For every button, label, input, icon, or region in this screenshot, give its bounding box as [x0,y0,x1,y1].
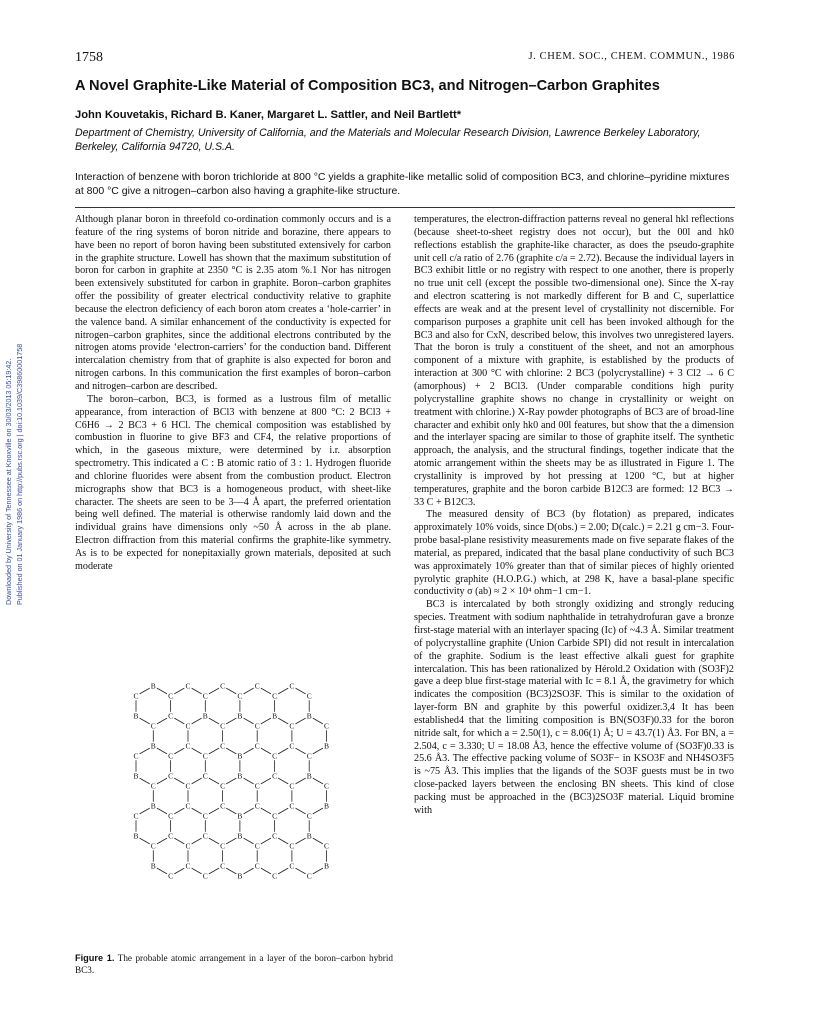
boron-atom-label: B [306,831,312,841]
carbon-atom-label: C [168,751,174,761]
lattice-bond [192,838,202,844]
lattice-bond [261,808,271,814]
lattice-bond [244,808,254,814]
carbon-atom-label: C [185,781,191,791]
carbon-atom-label: C [220,681,226,691]
lattice-bond [261,868,271,874]
lattice-bond [313,808,323,814]
lattice-bond [244,688,254,694]
carbon-atom-label: C [168,811,174,821]
lattice-bond [209,718,219,724]
lattice-bond [174,748,184,754]
author-list: John Kouvetakis, Richard B. Kaner, Margaret L. Sattler, and Neil Bartlett* [75,109,462,121]
carbon-atom-label: C [220,721,226,731]
carbon-atom-label: C [185,741,191,751]
lattice-bond [157,688,167,694]
lattice-bond [313,748,323,754]
carbon-atom-label: C [185,801,191,811]
carbon-atom-label: C [220,861,226,871]
lattice-bond [296,868,306,874]
lattice-bond [261,838,271,844]
boron-atom-label: B [133,771,139,781]
carbon-atom-label: C [289,741,295,751]
carbon-atom-label: C [289,861,295,871]
lattice-bond [296,808,306,814]
carbon-atom-label: C [254,721,260,731]
running-header [75,50,735,70]
boron-atom-label: B [150,861,156,871]
lattice-bond [140,808,150,814]
carbon-atom-label: C [254,681,260,691]
lattice-bond [278,688,288,694]
boron-atom-label: B [306,771,312,781]
lattice-bond [226,718,236,724]
carbon-atom-label: C [289,681,295,691]
boron-atom-label: B [237,811,243,821]
lattice-bond [261,748,271,754]
lattice-bond [174,688,184,694]
lattice-bond [192,718,202,724]
author-affiliation: Department of Chemistry, University of California, and the Materials and Molecular Research Division, Lawrence Berkeley Laboratory, Berkeley, California 94720, U.S.A. [75,127,701,153]
paragraph: The boron–carbon, BC3, is formed as a lustrous film of metallic appearance, from interaction of BCl3 with benzene at 800 °C: 2 BCl3 + C6H6 → 2 BC3 + 6 HCl. The chemical composition was established by combustion in fluorine to give BF3 and CF4, the relative proportions of which, in the gaseous mixture, were determined by i.r. absorption spectrometry. This indicated a C : B atomic ratio of 3 : 1. Hydrogen fluoride and chlorine fluorides were absent from the combustion product. Electron micrographs show that BC3 is a homogeneous product, with sheet-like character. The sheets are seen to be 3—4 Å apart, the preferred orientation being well defined. The material is otherwise randomly laid down and the individual grains have dimensions only ~50 Å across in the ab plane. Electron diffraction from this material confirms the graphite-like symmetry. As is to be expected for nonepitaxially grown materials, deposited at such moderate [75,393,391,572]
lattice-bond [140,778,150,784]
figure-caption-text: The probable atomic arrangement in a layer of the boron–carbon hybrid BC3. [75,953,393,975]
journal-reference: J. CHEM. SOC., CHEM. COMMUN., 1986 [528,51,735,62]
page-number: 1758 [75,50,103,65]
carbon-atom-label: C [272,831,278,841]
boron-atom-label: B [150,681,156,691]
lattice-bond [192,688,202,694]
lattice-bond [244,778,254,784]
lattice-bond [192,868,202,874]
carbon-atom-label: C [133,691,139,701]
lattice-bond [313,778,323,784]
lattice-bond [209,778,219,784]
lattice-bond [174,718,184,724]
boron-atom-label: B [237,831,243,841]
lattice-bond [226,838,236,844]
lattice-bond [174,808,184,814]
carbon-atom-label: C [202,871,208,881]
lattice-bond [278,748,288,754]
carbon-atom-label: C [306,751,312,761]
carbon-atom-label: C [306,691,312,701]
lattice-bond [209,838,219,844]
boron-atom-label: B [202,711,208,721]
lattice-bond [296,718,306,724]
carbon-atom-label: C [168,771,174,781]
lattice-bond [226,868,236,874]
carbon-atom-label: C [254,741,260,751]
carbon-atom-label: C [220,741,226,751]
lattice-bond [157,778,167,784]
boron-atom-label: B [237,871,243,881]
carbon-atom-label: C [185,721,191,731]
lattice-bond [261,688,271,694]
lattice-bond [244,748,254,754]
lattice-bond [296,688,306,694]
lattice-bond [209,688,219,694]
carbon-atom-label: C [220,801,226,811]
lattice-bond [278,778,288,784]
lattice-bond [244,838,254,844]
lattice-bond [278,718,288,724]
carbon-atom-label: C [237,691,243,701]
lattice-bond [278,838,288,844]
carbon-atom-label: C [185,861,191,871]
body-column-right [414,214,734,818]
carbon-atom-label: C [272,871,278,881]
download-note-text: Downloaded by University of Tennessee at Knoxville on 30/03/2013 05:19:42. [4,358,13,605]
carbon-atom-label: C [323,781,330,791]
lattice-bond [192,808,202,814]
abstract-divider [75,207,735,208]
carbon-atom-label: C [168,871,174,881]
boron-atom-label: B [323,801,330,811]
lattice-bond [296,778,306,784]
lattice-bond [140,838,150,844]
carbon-atom-label: C [272,811,278,821]
lattice-bond [244,868,254,874]
boron-atom-label: B [150,801,156,811]
carbon-atom-label: C [202,831,208,841]
figure-label: Figure 1. [75,953,115,963]
lattice-bond [313,718,323,724]
lattice-bond [209,748,219,754]
article-title: A Novel Graphite-Like Material of Composition BC3, and Nitrogen–Carbon Graphites [75,78,660,94]
boron-atom-label: B [323,741,330,751]
lattice-bond [313,868,323,874]
lattice-bond [157,808,167,814]
boron-atom-label: B [237,711,243,721]
carbon-atom-label: C [289,721,295,731]
lattice-bond [192,748,202,754]
carbon-atom-label: C [202,771,208,781]
carbon-atom-label: C [254,861,260,871]
figure-caption [75,953,393,977]
carbon-atom-label: C [150,841,156,851]
lattice-bond [157,868,167,874]
body-column-left [75,214,391,574]
lattice-bond [174,868,184,874]
carbon-atom-label: C [150,781,156,791]
lattice-bond [296,838,306,844]
carbon-atom-label: C [220,841,226,851]
carbon-atom-label: C [185,841,191,851]
lattice-bond [313,838,323,844]
carbon-atom-label: C [323,721,330,731]
lattice-bond [226,688,236,694]
carbon-atom-label: C [202,811,208,821]
carbon-atom-label: C [289,801,295,811]
lattice-bond [157,748,167,754]
carbon-atom-label: C [323,841,330,851]
paragraph: BC3 is intercalated by both strongly oxidizing and strongly reducing species. Treatment with sodium naphthalide in tetrahydrofuran gave a bronze first-stage material with an interlayer spacing (Ic) of ~4.3 Å. Similar treatment of polycrystalline graphite (Union Carbide SPI) did not result in intercalation of the graphite. Sodium is the least effective alkali guest for graphite intercalation. This has been rationalized by Hérold.2 Oxidation with (SO3F)2 gave a deep blue first-stage material with Ic = 8.1 Å, the gravimetry for which indicates the composition (BC3)2SO3F. This is similar to the oxidation of layer-form BN and graphite by this powerful oxidizer.3,4 It has been established4 that the limiting composition is BN(SO3F)0.33 for the boron nitride salt, for which a = 2.50(1), c = 8.06(1) Å; U = 43.7(1) Å3. For BN, a = 2.504, c = 3.330; U = 18.08 Å3, hence the effective volume of (SO3F)0.33 is 25.6 Å3. The effective packing volume of SO3F− in KSO3F and NH4SO3F5 is ~75 Å3. This implies that the ligands of the SO3F guests must be in two close-packed layers between the enclosing BN sheets. This kind of close packing must be approached in the (BC3)2SO3F material. Liquid bromine with [414,599,734,816]
lattice-bond [157,838,167,844]
lattice-bond [174,778,184,784]
boron-atom-label: B [133,831,139,841]
carbon-atom-label: C [254,841,260,851]
lattice-bond [226,778,236,784]
carbon-atom-label: C [202,751,208,761]
carbon-atom-label: C [168,691,174,701]
lattice-bond [174,838,184,844]
carbon-atom-label: C [289,841,295,851]
carbon-atom-label: C [254,781,260,791]
boron-atom-label: B [323,861,330,871]
published-note[interactable] [15,260,27,605]
paragraph: Although planar boron in threefold co-ordination commonly occurs and is a feature of the ring systems of boron nitride and borazine, there appears to have been no report of boron having been substituted extensively for carbon in the graphite structure. Lowell has shown that the maximum substitution of boron for carbon in graphite at 2350 °C is 2.35 atom %.1 Nor has nitrogen been extensively substituted for carbon in graphite. Boron–carbon graphites offer the possibility of greater electrical conductivity relative to graphite because the electron deficiency of each boron atom creates a ‘hole-carrier’ in the valence band. A similar enhancement of the conductivity is expected for nitrogen–carbon graphites, since the additional electrons contributed by the nitrogen atoms provide ‘electron-carriers’ for the conduction band. Different intercalation chemistry from that of graphite is also expected for boron and nitrogen carbons. In this communication the first examples of boron–carbon and nitrogen–carbon are described. [75,214,391,392]
boron-atom-label: B [133,711,139,721]
paragraph: The measured density of BC3 (by flotation) as prepared, indicates approximately 10% voids, since D(obs.) = 2.00; D(calc.) = 2.21 g cm−3. Four-probe basal-plane resistivity measurements made on five separate flakes of the material, as prepared, indicated that the basal plane conductivity of such BC3 was approximately 10% greater than that of similar pieces of highly oriented pyrolytic graphite (H.O.P.G.) which, at 298 K, have a basal-plane specific conductivity σ (ab) ≈ 2 × 10⁴ ohm−1 cm−1. [414,509,734,598]
lattice-bond [261,778,271,784]
carbon-atom-label: C [306,871,312,881]
carbon-atom-label: C [289,781,295,791]
lattice-bond [140,748,150,754]
boron-atom-label: B [272,711,278,721]
carbon-atom-label: C [185,681,191,691]
carbon-atom-label: C [272,751,278,761]
lattice-bond [192,778,202,784]
carbon-atom-label: C [272,691,278,701]
carbon-atom-label: C [168,831,174,841]
boron-atom-label: B [237,751,243,761]
lattice-bond [261,718,271,724]
lattice-bond [296,748,306,754]
lattice-bond [157,718,167,724]
boron-atom-label: B [237,771,243,781]
lattice-bond [278,808,288,814]
carbon-atom-label: C [133,811,139,821]
carbon-atom-label: C [133,751,139,761]
carbon-atom-label: C [202,691,208,701]
paragraph: temperatures, the electron-diffraction patterns reveal no general hkl reflections (because sheet-to-sheet registry does not occur), but the 00l and hk0 reflections establish the graphite-like character, as does the pseudo-graphite unit cell c/a ratio of 2.76 (graphite c/a = 2.72). Because the individual layers in BC3 exhibit little or no registry with respect to one another, there is properly no true unit cell (except the possible two-dimensional one). Since the X-ray and electron scattering is not markedly different for B and C, superlattice effects are weak and at the present level of crystallinity not discernible. For comparison purposes a graphite unit cell has been invoked although for the BC3 and also for CxN, described below, this involves two unregistered layers. That the boron is truly a constituent of the sheet, and not an amorphous component of a mixture with graphite, is established by the products of interaction at 300 °C with chlorine: 2 BC3 (polycrystalline) + 3 Cl2 → 6 C (amorphous) + 2 BCl3. (Under comparable conditions high purity polycrystalline graphite shows no change in crystallinity or weight on treatment with chlorine.) X-Ray powder photographs of BC3 are of broad-line character and exhibit only hk0 and 00l features, but show that the a dimension and the interlayer spacing are similar to those of graphite itself. The synthetic approach, the analysis, and the structural findings, together indicate that the atomic arrangement within the sheets may be as illustrated in Figure 1. The crystallinity is improved by hot pressing at 1200 °C, but at higher temperatures, graphite and the boron carbide B12C3 are formed: 12 BC3 → 33 C + B12C3. [414,214,734,508]
lattice-bond [226,808,236,814]
lattice-bond [140,688,150,694]
lattice-bond [278,868,288,874]
carbon-atom-label: C [168,711,174,721]
lattice-bond [209,808,219,814]
lattice-bond [140,718,150,724]
figure-1-lattice-diagram [118,678,358,950]
abstract: Interaction of benzene with boron trichloride at 800 °C yields a graphite-like metallic solid of composition BC3, and chlorine–pyridine mixtures at 800 °C give a nitrogen–carbon also having a graphite-like structure. [75,171,730,197]
carbon-atom-label: C [150,721,156,731]
lattice-bond [209,868,219,874]
boron-atom-label: B [150,741,156,751]
published-note-link[interactable]: Published on 01 January 1986 on http://pubs.rsc.org | doi:10.1039/C39860001758 [15,343,24,605]
carbon-atom-label: C [272,771,278,781]
carbon-atom-label: C [306,811,312,821]
lattice-bond [226,748,236,754]
carbon-atom-label: C [254,801,260,811]
carbon-atom-label: C [220,781,226,791]
lattice-bond [244,718,254,724]
boron-atom-label: B [306,711,312,721]
